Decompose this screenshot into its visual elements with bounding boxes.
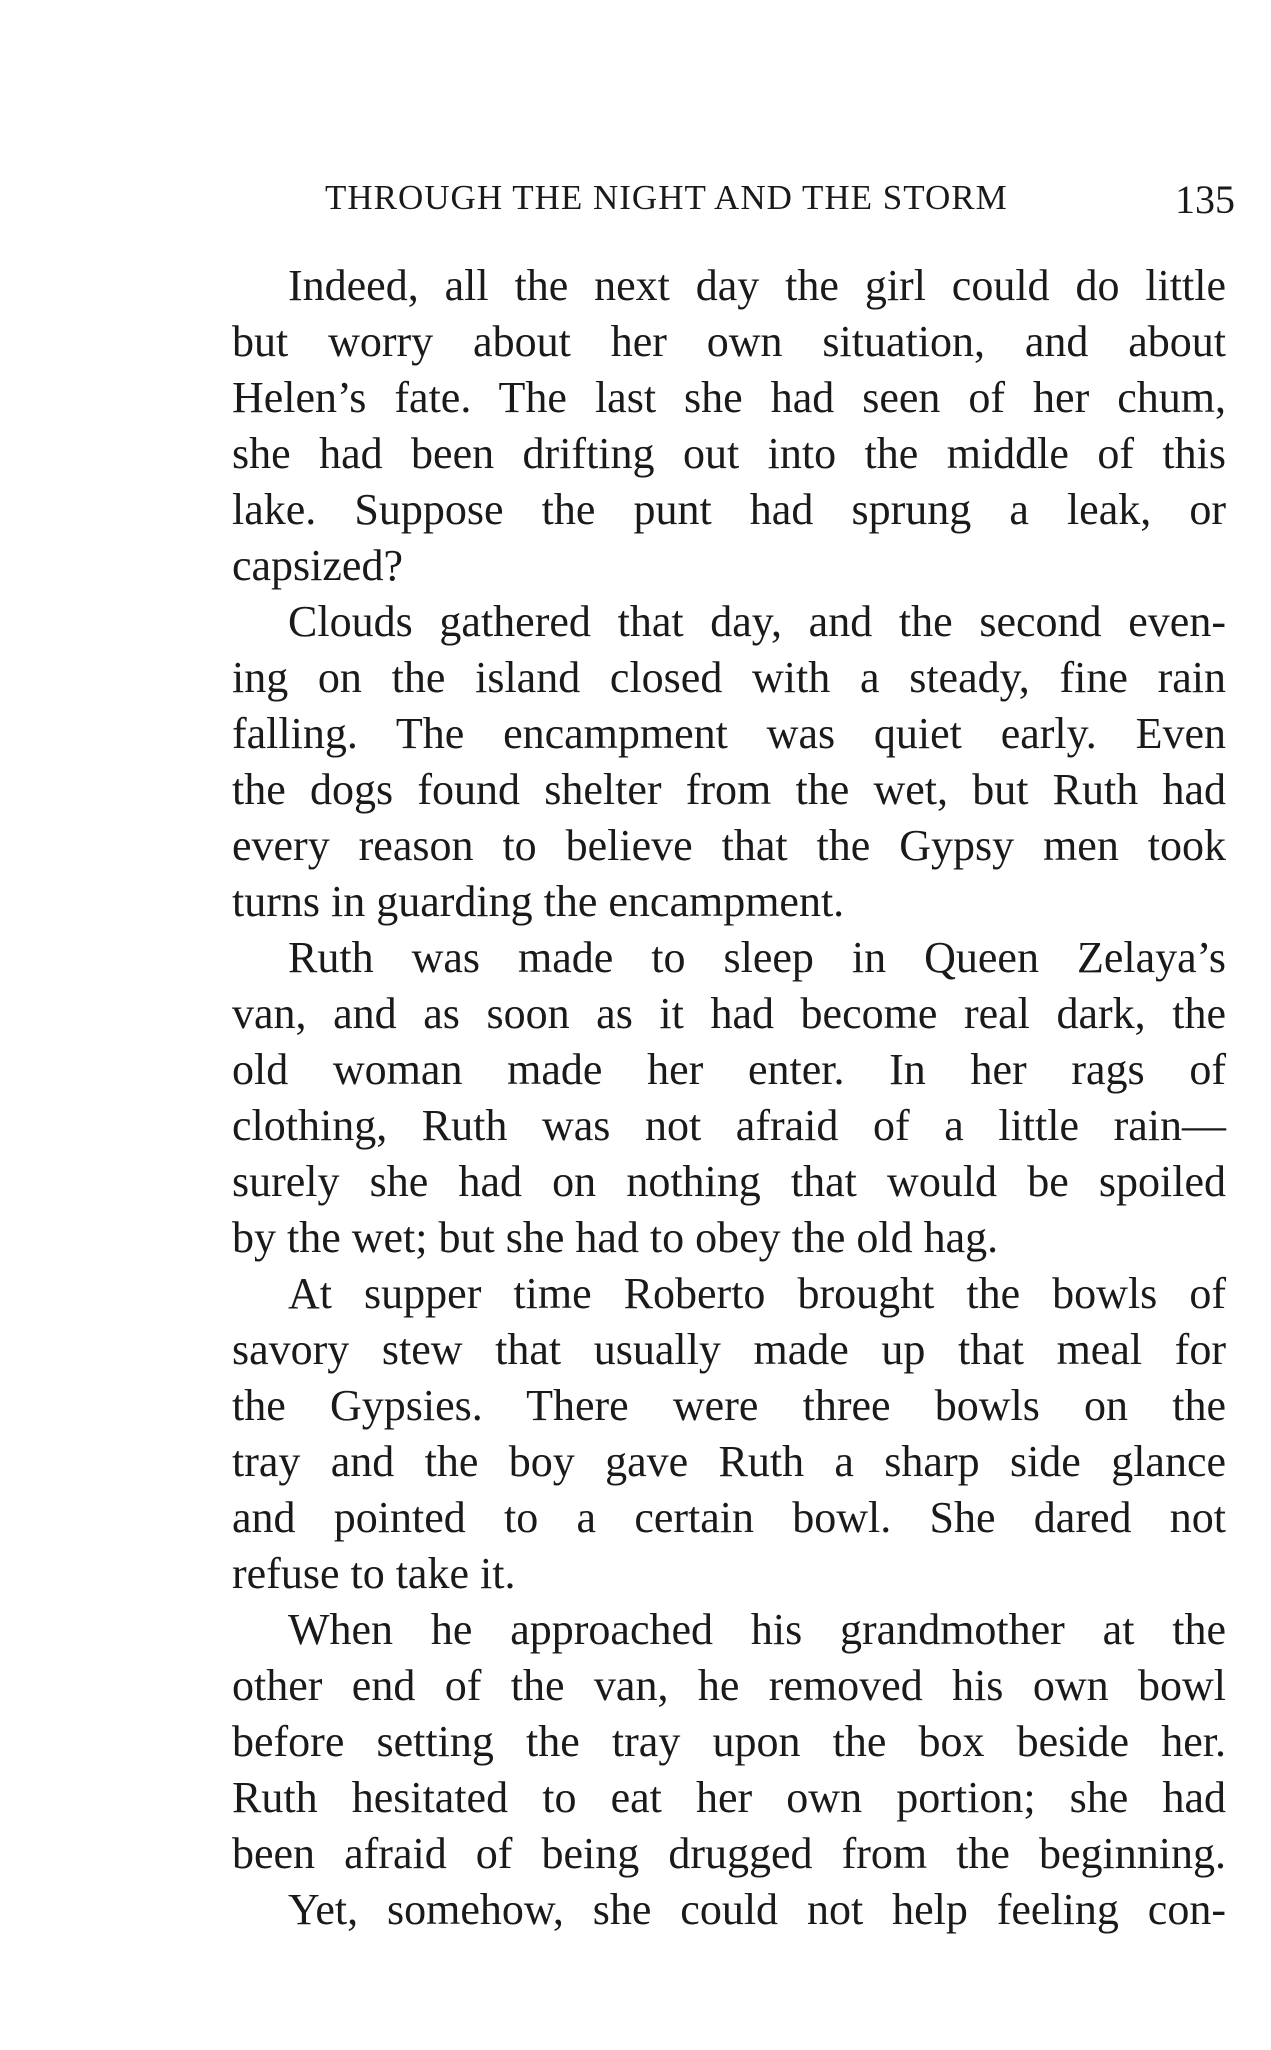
text-line: Helen’s fate. The last she had seen of her chum, [232,373,1226,422]
text-line: turns in guarding the encampment. [232,877,845,926]
text-line: Indeed, all the next day the girl could do little [288,261,1226,310]
text-line: Clouds gathered that day, and the second even- [288,597,1226,646]
paragraph [232,1266,1226,1602]
paragraph [232,1602,1226,1882]
text-line: van, and as soon as it had become real dark, the [232,989,1226,1038]
text-line: she had been drifting out into the middle of this [232,429,1226,478]
text-line: other end of the van, he removed his own bowl [232,1661,1226,1710]
text-line: Ruth hesitated to eat her own portion; she had [232,1773,1226,1822]
text-line: by the wet; but she had to obey the old hag. [232,1213,999,1262]
text-line: ing on the island closed with a steady, fine rain [232,653,1226,702]
body-text [232,258,1226,1938]
running-title: THROUGH THE NIGHT AND THE STORM [325,178,1008,217]
paragraph [232,594,1226,930]
text-line: Yet, somehow, she could not help feeling con- [288,1885,1226,1934]
text-line: When he approached his grandmother at the [288,1605,1226,1654]
text-line: tray and the boy gave Ruth a sharp side glance [232,1437,1226,1486]
text-line: surely she had on nothing that would be spoiled [232,1157,1226,1206]
text-line: At supper time Roberto brought the bowls of [288,1269,1226,1318]
text-line: Ruth was made to sleep in Queen Zelaya’s [288,933,1226,982]
running-head [325,172,1235,222]
text-line: and pointed to a certain bowl. She dared not [232,1493,1226,1542]
text-line: savory stew that usually made up that meal for [232,1325,1226,1374]
text-line: before setting the tray upon the box beside her. [232,1717,1226,1766]
paragraph [232,258,1226,594]
text-line: but worry about her own situation, and about [232,317,1226,366]
text-line: capsized? [232,541,403,590]
text-line: old woman made her enter. In her rags of [232,1045,1226,1094]
text-line: lake. Suppose the punt had sprung a leak, or [232,485,1226,534]
text-line: the dogs found shelter from the wet, but Ruth had [232,765,1226,814]
text-line: clothing, Ruth was not afraid of a little rain— [232,1101,1226,1150]
text-line: refuse to take it. [232,1549,516,1598]
text-line: falling. The encampment was quiet early. Even [232,709,1226,758]
page-number: 135 [1175,177,1235,222]
text-line: been afraid of being drugged from the beginning. [232,1829,1226,1878]
paragraph [232,1882,1226,1938]
text-line: the Gypsies. There were three bowls on the [232,1381,1226,1430]
text-line: every reason to believe that the Gypsy men took [232,821,1226,870]
paragraph [232,930,1226,1266]
